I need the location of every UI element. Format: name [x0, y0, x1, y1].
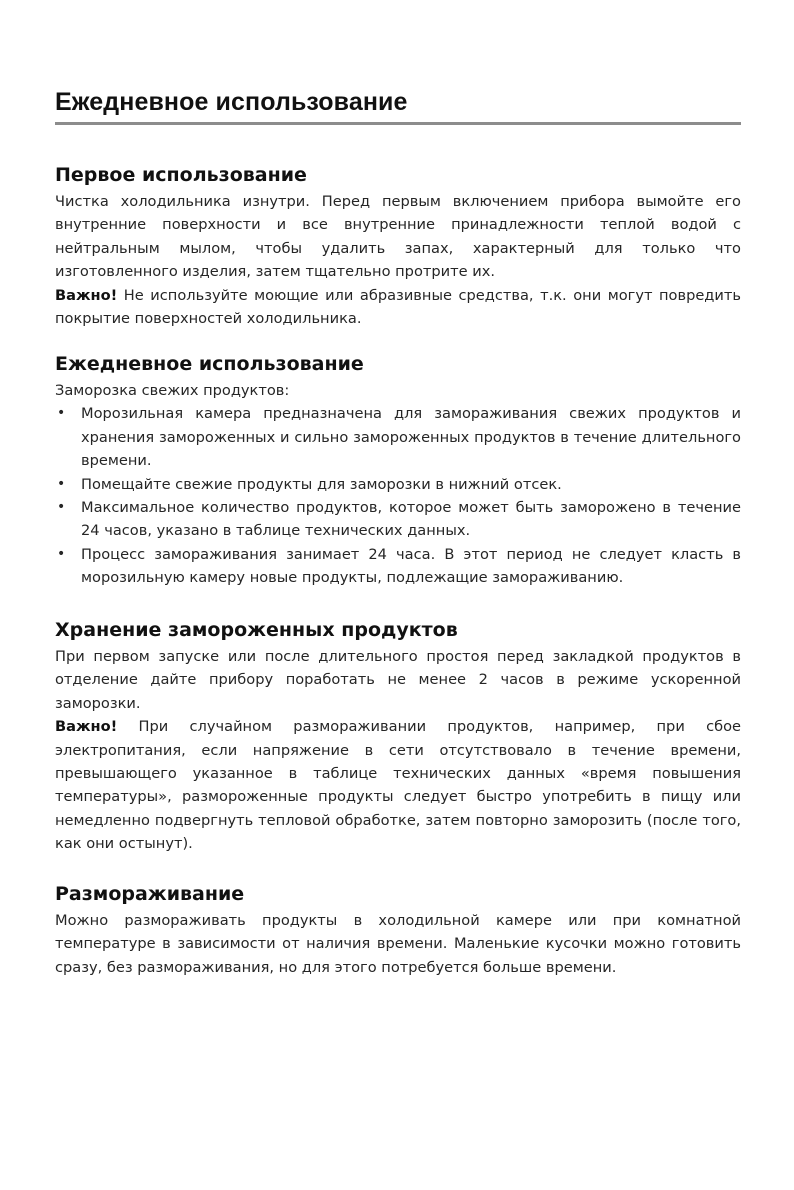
page-title: Ежедневное использование	[55, 88, 408, 116]
important-label: Важно!	[55, 718, 118, 736]
important-text: При случайном размораживании продуктов, например, при сбое электропитания, если напряжение в сети отсутствовало в течение времени, превышающего указанное в таблице технических данных «время повышения температуры», размороженные продукты следует быстро употребить в пищу или немедленно подвергнуть тепловой обработке, затем повторно заморозить (после того, как они остынут).	[55, 718, 741, 853]
list-item: • Помещайте свежие продукты для заморозки в нижний отсек.	[55, 473, 741, 496]
bullet-icon: •	[57, 475, 66, 492]
important-note	[55, 715, 741, 855]
important-text: Не используйте моющие или абразивные средства, т.к. они могут повредить покрытие поверхностей холодильника.	[55, 286, 741, 328]
bullet-icon: •	[57, 405, 66, 422]
bullet-icon: •	[57, 499, 66, 516]
list-item: • Процесс замораживания занимает 24 часа. В этот период не следует класть в морозильную камеру новые продукты, подлежащие замораживанию.	[55, 543, 741, 590]
section-heading: Ежедневное использование	[55, 353, 364, 375]
section-defrosting	[55, 881, 741, 979]
paragraph: Заморозка свежих продуктов:	[55, 382, 290, 399]
important-note	[55, 284, 741, 331]
section-frozen-storage	[55, 617, 741, 856]
bullet-list	[55, 402, 741, 589]
title-divider	[55, 122, 741, 125]
section-heading: Размораживание	[55, 883, 245, 905]
bullet-icon: •	[57, 545, 66, 562]
list-item: • Максимальное количество продуктов, которое может быть заморожено в течение 24 часов, указано в таблице технических данных.	[55, 496, 741, 543]
section-first-use	[55, 162, 741, 330]
paragraph: При первом запуске или после длительного простоя перед закладкой продуктов в отделение дайте прибору поработать не менее 2 часов в режиме ускоренной заморозки.	[55, 648, 741, 712]
section-heading: Первое использование	[55, 164, 307, 186]
paragraph: Можно размораживать продукты в холодильной камере или при комнатной температуре в зависимости от наличия времени. Маленькие кусочки можно готовить сразу, без размораживания, но для этого потребуется больше времени.	[55, 912, 741, 976]
paragraph: Чистка холодильника изнутри. Перед первым включением прибора вымойте его внутренние поверхности и все внутренние принадлежности теплой водой с нейтральным мылом, чтобы удалить запах, характерный для только что изготовленного изделия, затем тщательно протрите их.	[55, 193, 741, 281]
section-daily-use	[55, 351, 741, 590]
list-item: • Морозильная камера предназначена для замораживания свежих продуктов и хранения замороженных и сильно замороженных продуктов в течение длительного времени.	[55, 402, 741, 472]
important-label: Важно!	[55, 286, 118, 304]
section-heading: Хранение замороженных продуктов	[55, 619, 458, 641]
